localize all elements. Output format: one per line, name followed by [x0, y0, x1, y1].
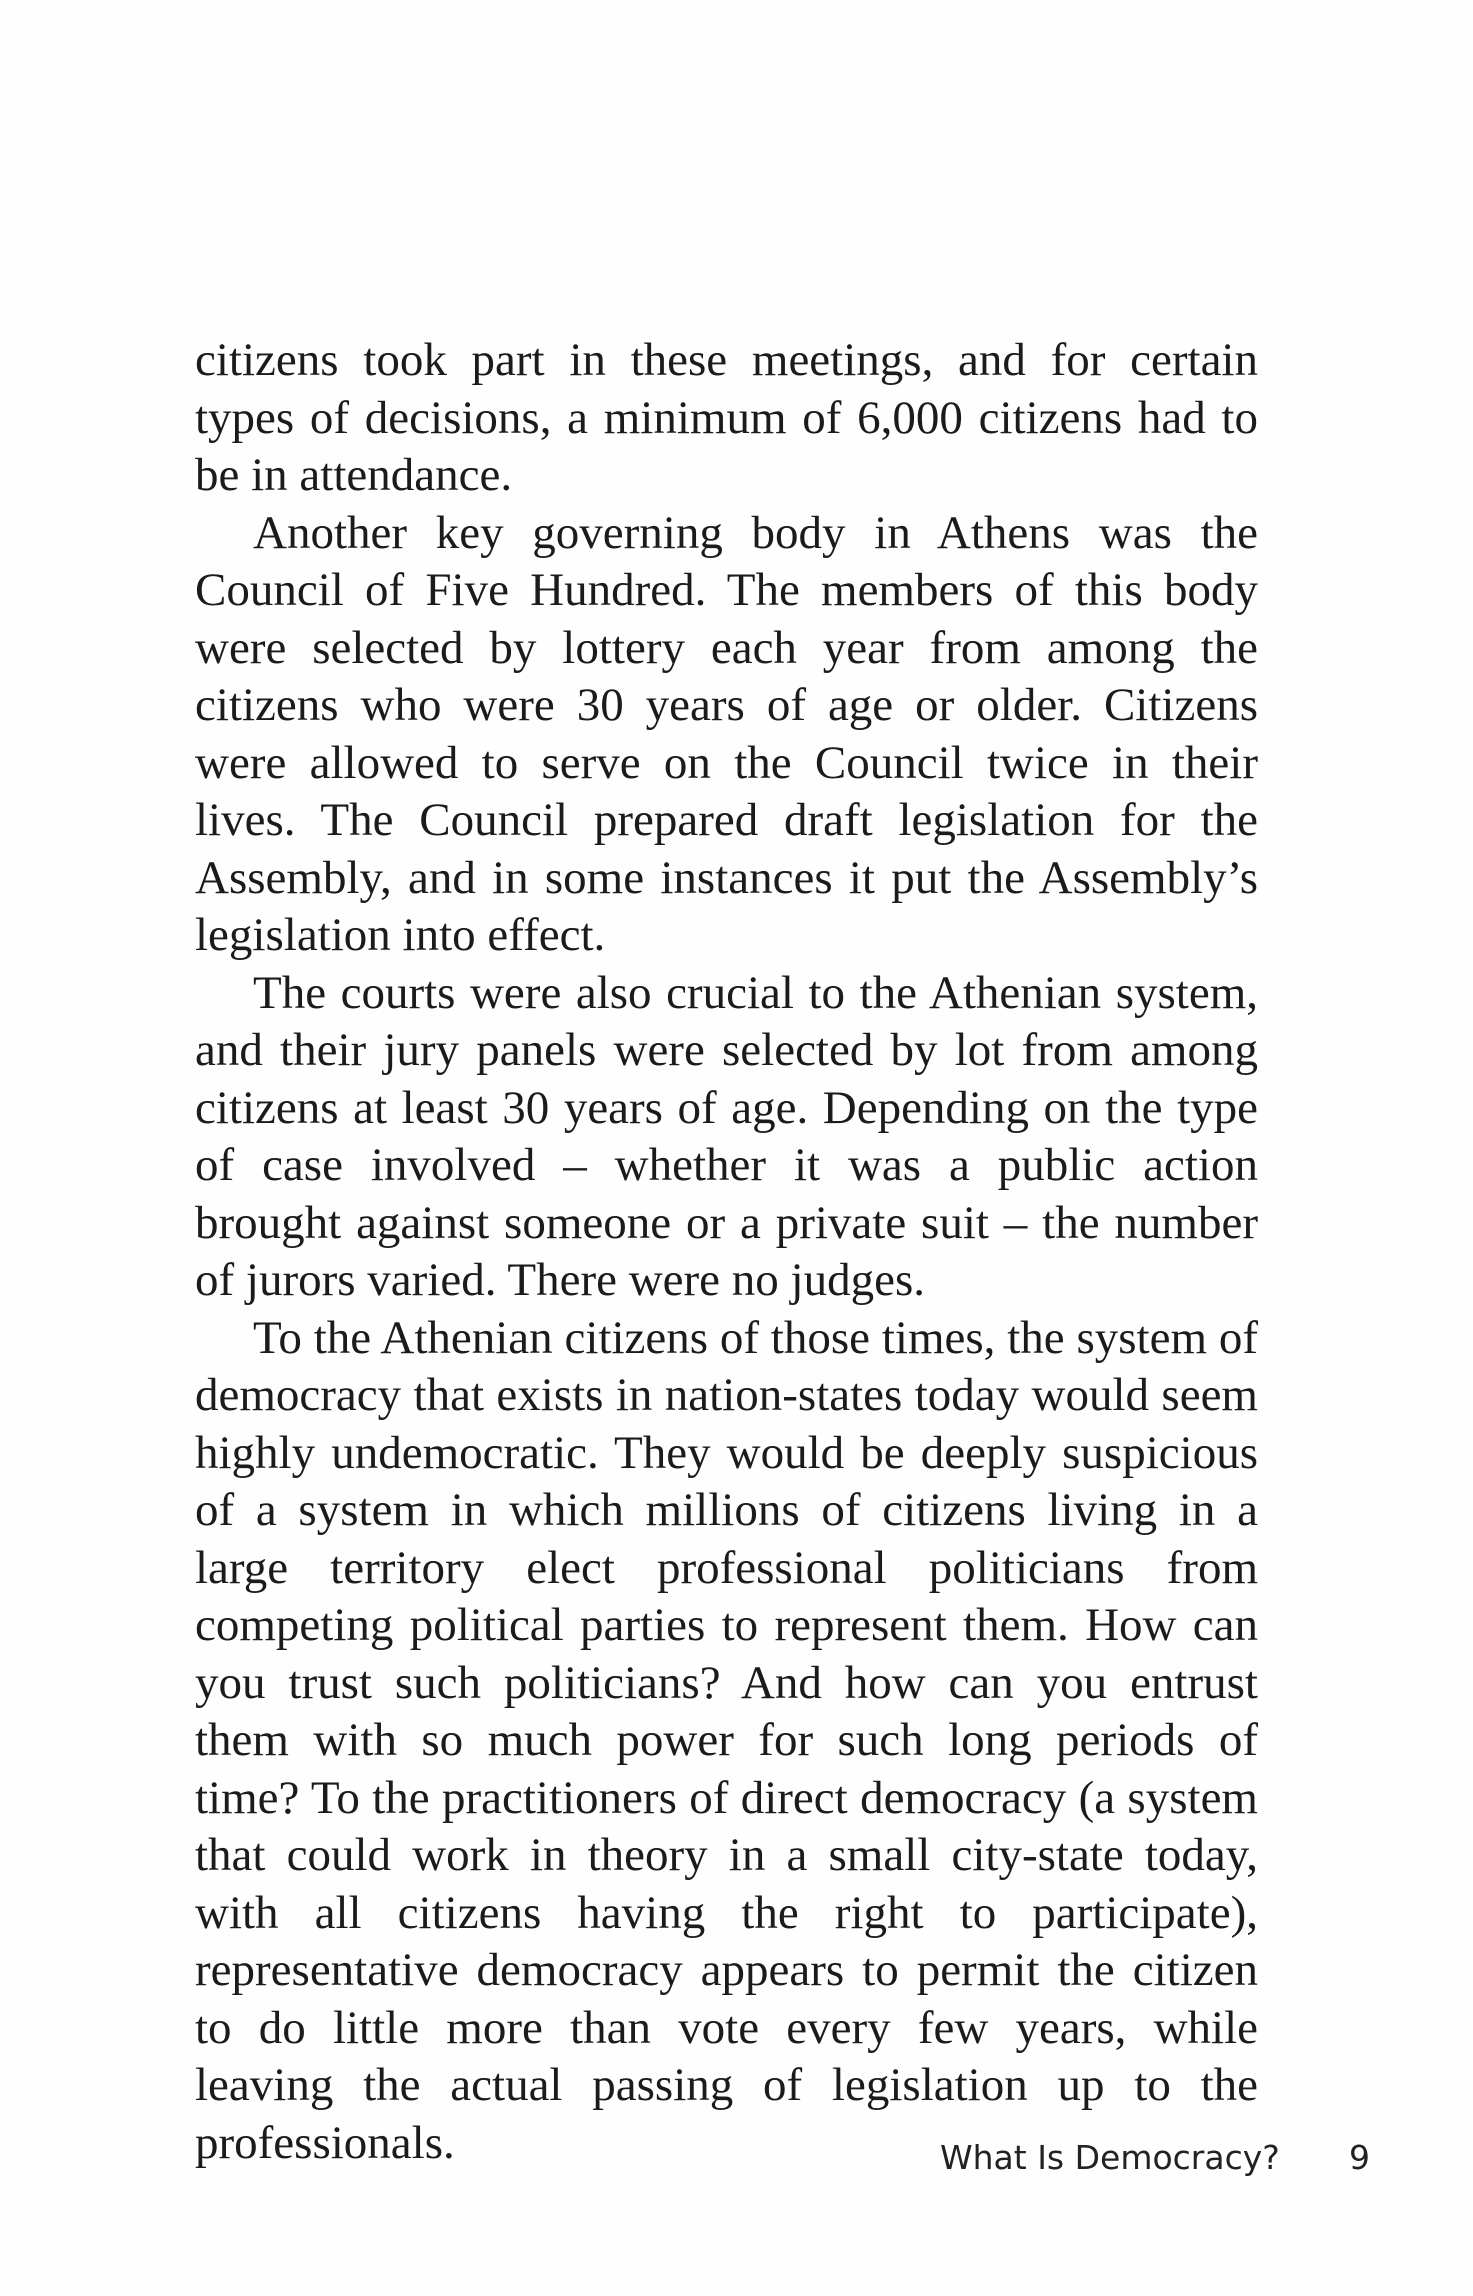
paragraph-courts: The courts were also crucial to the Athenian system, and their jury panels were selected by lot from among citizens at least 30 years of age. Depending on the type of case involved – whether it was a public action brought against someone or a private suit – the number of jurors varied. There were no judges. — [195, 966, 1258, 1306]
page-number: 9 — [1349, 2138, 1370, 2177]
running-head: What Is Democracy? — [940, 2138, 1280, 2177]
paragraph-council: Another key governing body in Athens was the Council of Five Hundred. The members of this body were selected by lottery each year from among the citizens who were 30 years of age or older. Citizens were allowed to serve on the Council twice in their lives. The Council prepared draft legislation for the Assembly, and in some instances it put the Assembly’s legislation into effect. — [195, 506, 1258, 961]
page-footer — [0, 2138, 1473, 2188]
paragraph-representative-democracy: To the Athenian citizens of those times, the system of democracy that exists in nation-states today would seem highly undemocratic. They would be deeply suspicious of a system in which millions of citizens living in a large territory elect professional politicians from competing political parties to represent them. How can you trust such politicians? And how can you entrust them with so much power for such long periods of time? To the practitioners of direct democracy (a system that could work in theory in a small city-state today, with all citizens having the right to participate), representative democracy appears to permit the citizen to do little more than vote every few years, while leaving the actual passing of legislation up to the professionals. — [195, 1311, 1258, 2169]
body-text — [195, 332, 1258, 2172]
paragraph-continued: citizens took part in these meetings, and for certain types of decisions, a minimum of 6,000 citizens had to be in attendance. — [195, 334, 1258, 501]
